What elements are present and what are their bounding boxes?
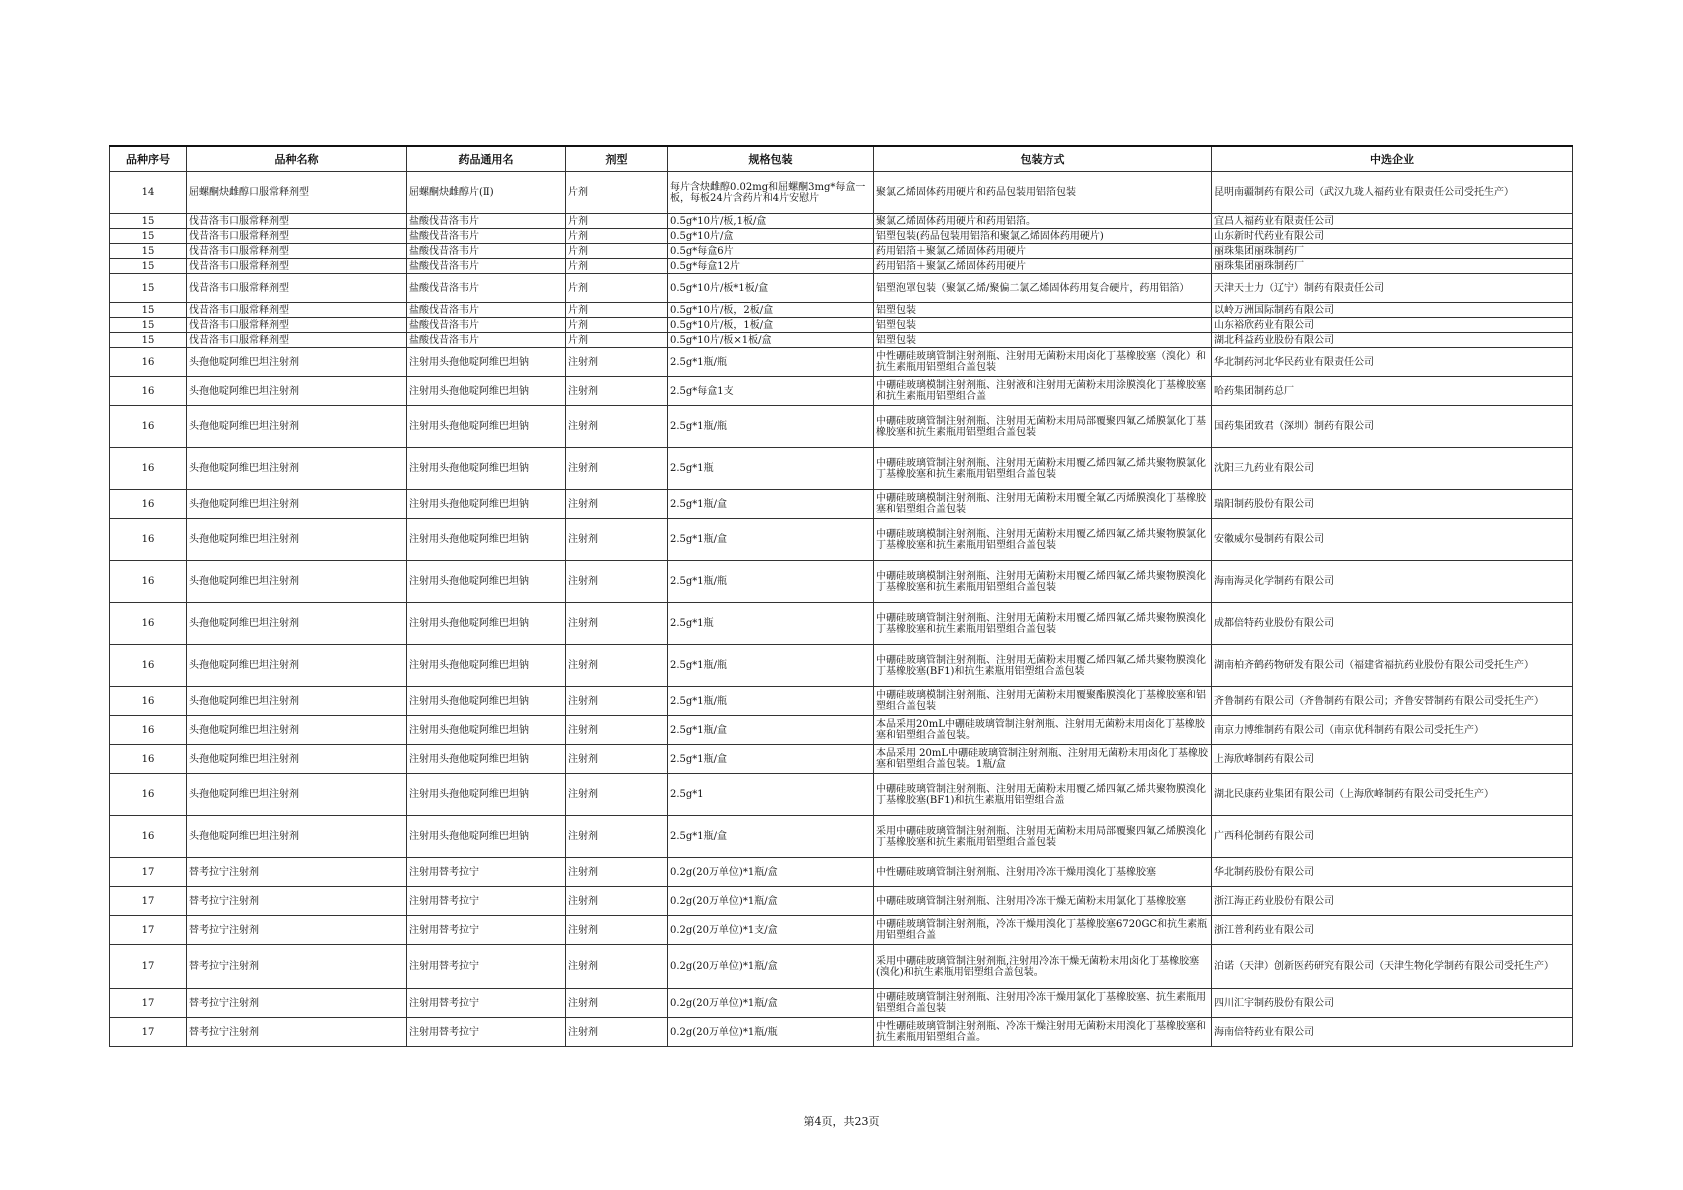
cell-selected-company: 上海欣峰制药有限公司	[1212, 745, 1573, 774]
table-row	[110, 244, 1573, 259]
cell-dosage-form: 注射剂	[566, 945, 668, 989]
cell-dosage-form: 注射剂	[566, 745, 668, 774]
cell-spec-package: 0.5g*10片/板*1板/盒	[668, 274, 874, 303]
cell-variety-no: 17	[110, 887, 187, 916]
cell-variety-name: 头孢他啶阿维巴坦注射剂	[187, 348, 407, 377]
table-row	[110, 887, 1573, 916]
cell-spec-package: 2.5g*1瓶/瓶	[668, 561, 874, 603]
table-row	[110, 716, 1573, 745]
cell-selected-company: 以岭万洲国际制药有限公司	[1212, 303, 1573, 318]
cell-dosage-form: 片剂	[566, 318, 668, 333]
cell-packaging-method: 本品采用 20mL中硼硅玻璃管制注射剂瓶、注射用无菌粉末用卤化丁基橡胶塞和铝塑组合盖包装。1瓶/盒	[874, 745, 1212, 774]
cell-generic-name: 盐酸伐昔洛韦片	[407, 303, 566, 318]
cell-dosage-form: 注射剂	[566, 916, 668, 945]
cell-variety-name: 替考拉宁注射剂	[187, 1018, 407, 1047]
cell-dosage-form: 注射剂	[566, 774, 668, 816]
cell-variety-no: 16	[110, 448, 187, 490]
winning-bid-table	[109, 145, 1573, 1047]
cell-generic-name: 注射用替考拉宁	[407, 916, 566, 945]
header-spec-package: 规格包装	[668, 146, 874, 172]
cell-packaging-method: 聚氯乙烯固体药用硬片和药品包装用铝箔包装	[874, 172, 1212, 214]
cell-generic-name: 注射用替考拉宁	[407, 1018, 566, 1047]
cell-selected-company: 宜昌人福药业有限责任公司	[1212, 214, 1573, 229]
cell-dosage-form: 注射剂	[566, 603, 668, 645]
cell-variety-name: 头孢他啶阿维巴坦注射剂	[187, 816, 407, 858]
table-row	[110, 303, 1573, 318]
cell-variety-no: 15	[110, 318, 187, 333]
cell-selected-company: 丽珠集团丽珠制药厂	[1212, 259, 1573, 274]
cell-selected-company: 海南倍特药业有限公司	[1212, 1018, 1573, 1047]
cell-packaging-method: 中硼硅玻璃管制注射剂瓶，冷冻干燥用溴化丁基橡胶塞6720GC和抗生素瓶用铝塑组合盖	[874, 916, 1212, 945]
cell-variety-no: 17	[110, 916, 187, 945]
cell-generic-name: 注射用头孢他啶阿维巴坦钠	[407, 448, 566, 490]
cell-selected-company: 浙江海正药业股份有限公司	[1212, 887, 1573, 916]
cell-generic-name: 注射用头孢他啶阿维巴坦钠	[407, 561, 566, 603]
cell-spec-package: 2.5g*每盒1支	[668, 377, 874, 406]
header-packaging-method: 包装方式	[874, 146, 1212, 172]
cell-variety-name: 头孢他啶阿维巴坦注射剂	[187, 603, 407, 645]
cell-selected-company: 湖北民康药业集团有限公司（上海欣峰制药有限公司受托生产）	[1212, 774, 1573, 816]
table-row	[110, 229, 1573, 244]
cell-generic-name: 盐酸伐昔洛韦片	[407, 318, 566, 333]
cell-packaging-method: 中硼硅玻璃模制注射剂瓶、注射用无菌粉末用覆乙烯四氟乙烯共聚物膜溴化丁基橡胶塞和抗生素瓶用铝塑组合盖包装	[874, 561, 1212, 603]
cell-packaging-method: 铝塑泡罩包装（聚氯乙烯/聚偏二氯乙烯固体药用复合硬片，药用铝箔）	[874, 274, 1212, 303]
cell-spec-package: 2.5g*1瓶/瓶	[668, 687, 874, 716]
table-row	[110, 333, 1573, 348]
cell-spec-package: 0.2g(20万单位)*1支/盒	[668, 916, 874, 945]
cell-selected-company: 瑞阳制药股份有限公司	[1212, 490, 1573, 519]
cell-spec-package: 2.5g*1瓶/盒	[668, 716, 874, 745]
cell-spec-package: 2.5g*1瓶/盒	[668, 519, 874, 561]
table-row	[110, 989, 1573, 1018]
table-row	[110, 377, 1573, 406]
cell-variety-name: 头孢他啶阿维巴坦注射剂	[187, 716, 407, 745]
cell-packaging-method: 中硼硅玻璃模制注射剂瓶、注射用无菌粉末用覆聚酯膜溴化丁基橡胶塞和铝塑组合盖包装	[874, 687, 1212, 716]
cell-variety-no: 14	[110, 172, 187, 214]
cell-variety-name: 伐昔洛韦口服常释剂型	[187, 259, 407, 274]
cell-selected-company: 华北制药股份有限公司	[1212, 858, 1573, 887]
cell-packaging-method: 聚氯乙烯固体药用硬片和药用铝箔。	[874, 214, 1212, 229]
cell-generic-name: 注射用头孢他啶阿维巴坦钠	[407, 348, 566, 377]
page-number: 第4页，共23页	[803, 1115, 880, 1128]
cell-variety-no: 17	[110, 945, 187, 989]
cell-packaging-method: 中硼硅玻璃管制注射剂瓶、注射用无菌粉末用覆乙烯四氟乙烯共聚物膜氯化丁基橡胶塞和抗生素瓶用铝塑组合盖包装	[874, 448, 1212, 490]
cell-variety-no: 15	[110, 229, 187, 244]
cell-variety-no: 17	[110, 858, 187, 887]
cell-packaging-method: 中硼硅玻璃模制注射剂瓶、注射用无菌粉末用覆乙烯四氟乙烯共聚物膜氯化丁基橡胶塞和抗生素瓶用铝塑组合盖包装	[874, 519, 1212, 561]
cell-variety-name: 头孢他啶阿维巴坦注射剂	[187, 561, 407, 603]
table-row	[110, 816, 1573, 858]
cell-generic-name: 注射用替考拉宁	[407, 945, 566, 989]
cell-dosage-form: 注射剂	[566, 858, 668, 887]
cell-dosage-form: 注射剂	[566, 561, 668, 603]
table-row	[110, 448, 1573, 490]
cell-variety-name: 头孢他啶阿维巴坦注射剂	[187, 645, 407, 687]
table-row	[110, 603, 1573, 645]
cell-variety-name: 头孢他啶阿维巴坦注射剂	[187, 687, 407, 716]
cell-variety-no: 16	[110, 745, 187, 774]
cell-variety-name: 头孢他啶阿维巴坦注射剂	[187, 745, 407, 774]
table-row	[110, 687, 1573, 716]
cell-selected-company: 广西科伦制药有限公司	[1212, 816, 1573, 858]
cell-generic-name: 注射用头孢他啶阿维巴坦钠	[407, 745, 566, 774]
table-body	[110, 172, 1573, 1047]
table-row	[110, 172, 1573, 214]
cell-variety-no: 16	[110, 490, 187, 519]
table-row	[110, 490, 1573, 519]
cell-generic-name: 注射用头孢他啶阿维巴坦钠	[407, 716, 566, 745]
cell-variety-name: 伐昔洛韦口服常释剂型	[187, 303, 407, 318]
cell-spec-package: 0.2g(20万单位)*1瓶/盒	[668, 858, 874, 887]
cell-selected-company: 山东新时代药业有限公司	[1212, 229, 1573, 244]
cell-dosage-form: 片剂	[566, 303, 668, 318]
header-variety-no: 品种序号	[110, 146, 187, 172]
cell-packaging-method: 中硼硅玻璃管制注射剂瓶、注射用冷冻干燥无菌粉末用氯化丁基橡胶塞	[874, 887, 1212, 916]
cell-dosage-form: 注射剂	[566, 645, 668, 687]
cell-selected-company: 浙江普利药业有限公司	[1212, 916, 1573, 945]
cell-dosage-form: 注射剂	[566, 989, 668, 1018]
cell-dosage-form: 注射剂	[566, 348, 668, 377]
cell-variety-name: 头孢他啶阿维巴坦注射剂	[187, 406, 407, 448]
cell-packaging-method: 中硼硅玻璃管制注射剂瓶、注射用无菌粉末用覆乙烯四氟乙烯共聚物膜溴化丁基橡胶塞(BF1)和抗生素瓶用铝塑组合盖	[874, 774, 1212, 816]
cell-spec-package: 每片含炔雌醇0.02mg和屈螺酮3mg*每盒一板，每板24片含药片和4片安慰片	[668, 172, 874, 214]
cell-generic-name: 注射用头孢他啶阿维巴坦钠	[407, 645, 566, 687]
table-row	[110, 916, 1573, 945]
cell-dosage-form: 片剂	[566, 333, 668, 348]
cell-spec-package: 0.5g*每盒6片	[668, 244, 874, 259]
table-row	[110, 274, 1573, 303]
cell-variety-no: 16	[110, 645, 187, 687]
cell-spec-package: 0.5g*每盒12片	[668, 259, 874, 274]
cell-spec-package: 2.5g*1瓶	[668, 603, 874, 645]
cell-variety-no: 16	[110, 406, 187, 448]
table-row	[110, 858, 1573, 887]
cell-variety-no: 16	[110, 348, 187, 377]
cell-variety-no: 15	[110, 303, 187, 318]
cell-spec-package: 2.5g*1瓶/瓶	[668, 406, 874, 448]
cell-variety-name: 伐昔洛韦口服常释剂型	[187, 274, 407, 303]
cell-variety-no: 15	[110, 274, 187, 303]
cell-variety-name: 替考拉宁注射剂	[187, 989, 407, 1018]
table-row	[110, 745, 1573, 774]
cell-packaging-method: 药用铝箔＋聚氯乙烯固体药用硬片	[874, 244, 1212, 259]
cell-variety-name: 伐昔洛韦口服常释剂型	[187, 214, 407, 229]
cell-packaging-method: 中性硼硅玻璃管制注射剂瓶、冷冻干燥注射用无菌粉末用溴化丁基橡胶塞和抗生素瓶用铝塑组合盖。	[874, 1018, 1212, 1047]
cell-dosage-form: 片剂	[566, 172, 668, 214]
cell-generic-name: 屈螺酮炔雌醇片(Ⅱ)	[407, 172, 566, 214]
cell-selected-company: 昆明南疆制药有限公司（武汉九珑人福药业有限责任公司受托生产）	[1212, 172, 1573, 214]
cell-selected-company: 成都倍特药业股份有限公司	[1212, 603, 1573, 645]
cell-variety-name: 替考拉宁注射剂	[187, 916, 407, 945]
cell-variety-no: 16	[110, 377, 187, 406]
cell-variety-name: 头孢他啶阿维巴坦注射剂	[187, 774, 407, 816]
cell-variety-no: 15	[110, 333, 187, 348]
header-dosage-form: 剂型	[566, 146, 668, 172]
cell-variety-no: 16	[110, 716, 187, 745]
cell-packaging-method: 药用铝箔＋聚氯乙烯固体药用硬片	[874, 259, 1212, 274]
table-row	[110, 406, 1573, 448]
cell-variety-name: 伐昔洛韦口服常释剂型	[187, 244, 407, 259]
cell-dosage-form: 片剂	[566, 229, 668, 244]
cell-packaging-method: 中硼硅玻璃管制注射剂瓶、注射用无菌粉末用覆乙烯四氟乙烯共聚物膜溴化丁基橡胶塞(BF1)和抗生素瓶用铝塑组合盖包装	[874, 645, 1212, 687]
cell-dosage-form: 注射剂	[566, 887, 668, 916]
cell-packaging-method: 铝塑包装	[874, 318, 1212, 333]
cell-dosage-form: 片剂	[566, 274, 668, 303]
cell-selected-company: 丽珠集团丽珠制药厂	[1212, 244, 1573, 259]
cell-spec-package: 0.5g*10片/板，2板/盒	[668, 303, 874, 318]
header-generic-name: 药品通用名	[407, 146, 566, 172]
cell-selected-company: 齐鲁制药有限公司（齐鲁制药有限公司；齐鲁安替制药有限公司受托生产）	[1212, 687, 1573, 716]
cell-dosage-form: 注射剂	[566, 519, 668, 561]
cell-generic-name: 盐酸伐昔洛韦片	[407, 244, 566, 259]
cell-generic-name: 盐酸伐昔洛韦片	[407, 214, 566, 229]
cell-packaging-method: 铝塑包装	[874, 333, 1212, 348]
cell-variety-no: 16	[110, 816, 187, 858]
cell-generic-name: 注射用头孢他啶阿维巴坦钠	[407, 519, 566, 561]
cell-packaging-method: 中硼硅玻璃管制注射剂瓶、注射用无菌粉末用局部覆聚四氟乙烯膜氯化丁基橡胶塞和抗生素瓶用铝塑组合盖包装	[874, 406, 1212, 448]
cell-generic-name: 注射用替考拉宁	[407, 887, 566, 916]
cell-variety-name: 头孢他啶阿维巴坦注射剂	[187, 490, 407, 519]
table-row	[110, 214, 1573, 229]
cell-packaging-method: 中硼硅玻璃管制注射剂瓶、注射用冷冻干燥用氯化丁基橡胶塞、抗生素瓶用铝塑组合盖包装	[874, 989, 1212, 1018]
cell-generic-name: 注射用头孢他啶阿维巴坦钠	[407, 603, 566, 645]
cell-dosage-form: 注射剂	[566, 816, 668, 858]
cell-spec-package: 2.5g*1瓶/盒	[668, 490, 874, 519]
table-header-row	[110, 146, 1573, 172]
cell-selected-company: 天津天士力（辽宁）制药有限责任公司	[1212, 274, 1573, 303]
table-row	[110, 645, 1573, 687]
cell-variety-no: 15	[110, 244, 187, 259]
cell-spec-package: 0.2g(20万单位)*1瓶/盒	[668, 945, 874, 989]
cell-generic-name: 盐酸伐昔洛韦片	[407, 333, 566, 348]
cell-generic-name: 盐酸伐昔洛韦片	[407, 259, 566, 274]
cell-packaging-method: 采用中硼硅玻璃管制注射剂瓶、注射用无菌粉末用局部覆聚四氟乙烯膜溴化丁基橡胶塞和抗生素瓶用铝塑组合盖包装	[874, 816, 1212, 858]
header-selected-company: 中选企业	[1212, 146, 1573, 172]
table-row	[110, 259, 1573, 274]
cell-selected-company: 山东裕欣药业有限公司	[1212, 318, 1573, 333]
cell-spec-package: 2.5g*1瓶/盒	[668, 816, 874, 858]
cell-generic-name: 注射用替考拉宁	[407, 989, 566, 1018]
cell-variety-name: 头孢他啶阿维巴坦注射剂	[187, 448, 407, 490]
cell-spec-package: 0.5g*10片/盒	[668, 229, 874, 244]
cell-selected-company: 南京力博维制药有限公司（南京优科制药有限公司受托生产）	[1212, 716, 1573, 745]
cell-spec-package: 2.5g*1瓶/盒	[668, 745, 874, 774]
cell-spec-package: 0.2g(20万单位)*1瓶/盒	[668, 887, 874, 916]
cell-packaging-method: 采用中硼硅玻璃管制注射剂瓶,注射用冷冻干燥无菌粉末用卤化丁基橡胶塞(溴化)和抗生素瓶用铝塑组合盖包装。	[874, 945, 1212, 989]
cell-generic-name: 注射用头孢他啶阿维巴坦钠	[407, 687, 566, 716]
table-row	[110, 945, 1573, 989]
cell-packaging-method: 铝塑包装(药品包装用铝箔和聚氯乙烯固体药用硬片)	[874, 229, 1212, 244]
cell-selected-company: 海南海灵化学制药有限公司	[1212, 561, 1573, 603]
cell-selected-company: 安徽威尔曼制药有限公司	[1212, 519, 1573, 561]
cell-packaging-method: 中性硼硅玻璃管制注射剂瓶、注射用无菌粉末用卤化丁基橡胶塞（溴化）和抗生素瓶用铝塑组合盖包装	[874, 348, 1212, 377]
cell-variety-no: 16	[110, 519, 187, 561]
cell-spec-package: 2.5g*1瓶	[668, 448, 874, 490]
cell-variety-no: 16	[110, 561, 187, 603]
cell-variety-name: 伐昔洛韦口服常释剂型	[187, 318, 407, 333]
cell-packaging-method: 中性硼硅玻璃管制注射剂瓶、注射用冷冻干燥用溴化丁基橡胶塞	[874, 858, 1212, 887]
table-row	[110, 318, 1573, 333]
cell-variety-no: 15	[110, 214, 187, 229]
cell-dosage-form: 注射剂	[566, 716, 668, 745]
cell-selected-company: 国药集团致君（深圳）制药有限公司	[1212, 406, 1573, 448]
cell-spec-package: 0.5g*10片/板，1板/盒	[668, 318, 874, 333]
cell-dosage-form: 片剂	[566, 244, 668, 259]
cell-dosage-form: 注射剂	[566, 687, 668, 716]
cell-generic-name: 盐酸伐昔洛韦片	[407, 274, 566, 303]
cell-generic-name: 注射用头孢他啶阿维巴坦钠	[407, 816, 566, 858]
cell-selected-company: 沈阳三九药业有限公司	[1212, 448, 1573, 490]
cell-packaging-method: 中硼硅玻璃管制注射剂瓶、注射用无菌粉末用覆乙烯四氟乙烯共聚物膜溴化丁基橡胶塞和抗生素瓶用铝塑组合盖包装	[874, 603, 1212, 645]
cell-generic-name: 注射用头孢他啶阿维巴坦钠	[407, 490, 566, 519]
cell-packaging-method: 铝塑包装	[874, 303, 1212, 318]
cell-variety-no: 17	[110, 989, 187, 1018]
header-variety-name: 品种名称	[187, 146, 407, 172]
cell-packaging-method: 中硼硅玻璃模制注射剂瓶、注射液和注射用无菌粉末用涂膜溴化丁基橡胶塞和抗生素瓶用铝塑组合盖	[874, 377, 1212, 406]
cell-variety-name: 屈螺酮炔雌醇口服常释剂型	[187, 172, 407, 214]
table-row	[110, 519, 1573, 561]
cell-generic-name: 盐酸伐昔洛韦片	[407, 229, 566, 244]
cell-variety-no: 16	[110, 603, 187, 645]
cell-packaging-method: 本品采用20mL中硼硅玻璃管制注射剂瓶、注射用无菌粉末用卤化丁基橡胶塞和铝塑组合盖包装。	[874, 716, 1212, 745]
cell-selected-company: 华北制药河北华民药业有限责任公司	[1212, 348, 1573, 377]
cell-spec-package: 2.5g*1瓶/瓶	[668, 645, 874, 687]
cell-generic-name: 注射用替考拉宁	[407, 858, 566, 887]
cell-selected-company: 泊诺（天津）创新医药研究有限公司（天津生物化学制药有限公司受托生产）	[1212, 945, 1573, 989]
cell-variety-name: 伐昔洛韦口服常释剂型	[187, 229, 407, 244]
cell-generic-name: 注射用头孢他啶阿维巴坦钠	[407, 774, 566, 816]
cell-dosage-form: 注射剂	[566, 490, 668, 519]
cell-generic-name: 注射用头孢他啶阿维巴坦钠	[407, 406, 566, 448]
cell-variety-name: 头孢他啶阿维巴坦注射剂	[187, 377, 407, 406]
table-row	[110, 1018, 1573, 1047]
cell-variety-name: 替考拉宁注射剂	[187, 858, 407, 887]
cell-selected-company: 湖北科益药业股份有限公司	[1212, 333, 1573, 348]
cell-variety-name: 伐昔洛韦口服常释剂型	[187, 333, 407, 348]
cell-selected-company: 四川汇宇制药股份有限公司	[1212, 989, 1573, 1018]
cell-dosage-form: 注射剂	[566, 448, 668, 490]
cell-selected-company: 湖南柏齐鹤药物研发有限公司（福建省福抗药业股份有限公司受托生产）	[1212, 645, 1573, 687]
cell-variety-no: 17	[110, 1018, 187, 1047]
cell-spec-package: 0.2g(20万单位)*1瓶/瓶	[668, 1018, 874, 1047]
cell-variety-no: 16	[110, 687, 187, 716]
table-row	[110, 348, 1573, 377]
cell-packaging-method: 中硼硅玻璃模制注射剂瓶、注射用无菌粉末用覆全氟乙丙烯膜溴化丁基橡胶塞和铝塑组合盖包装	[874, 490, 1212, 519]
cell-variety-name: 替考拉宁注射剂	[187, 945, 407, 989]
table-row	[110, 774, 1573, 816]
cell-variety-name: 替考拉宁注射剂	[187, 887, 407, 916]
table-row	[110, 561, 1573, 603]
cell-variety-name: 头孢他啶阿维巴坦注射剂	[187, 519, 407, 561]
cell-spec-package: 2.5g*1	[668, 774, 874, 816]
cell-spec-package: 0.5g*10片/板,1板/盒	[668, 214, 874, 229]
cell-dosage-form: 注射剂	[566, 1018, 668, 1047]
cell-spec-package: 2.5g*1瓶/瓶	[668, 348, 874, 377]
cell-dosage-form: 片剂	[566, 214, 668, 229]
cell-dosage-form: 片剂	[566, 259, 668, 274]
cell-spec-package: 0.2g(20万单位)*1瓶/盒	[668, 989, 874, 1018]
cell-dosage-form: 注射剂	[566, 377, 668, 406]
cell-variety-no: 15	[110, 259, 187, 274]
cell-spec-package: 0.5g*10片/板×1板/盒	[668, 333, 874, 348]
cell-generic-name: 注射用头孢他啶阿维巴坦钠	[407, 377, 566, 406]
cell-variety-no: 16	[110, 774, 187, 816]
cell-dosage-form: 注射剂	[566, 406, 668, 448]
cell-selected-company: 哈药集团制药总厂	[1212, 377, 1573, 406]
